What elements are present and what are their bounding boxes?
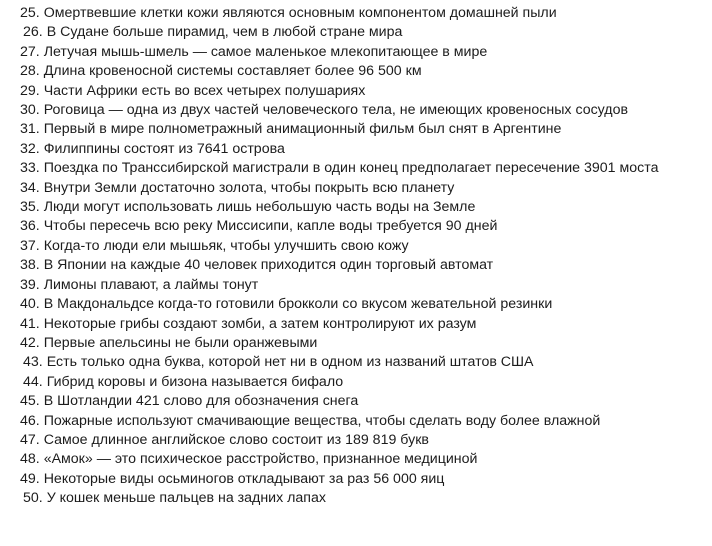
fact-number: 40. — [20, 296, 40, 313]
fact-number: 38. — [20, 257, 40, 274]
fact-item — [20, 373, 700, 392]
fact-item — [20, 276, 700, 295]
fact-item — [20, 450, 700, 469]
fact-number: 39. — [20, 276, 40, 293]
fact-item — [20, 489, 700, 508]
fact-number: 37. — [20, 237, 40, 254]
fact-number: 46. — [20, 412, 40, 429]
fact-item — [20, 62, 700, 81]
fact-text: Гибрид коровы и бизона называется бифало — [46, 373, 344, 390]
fact-item — [20, 140, 700, 159]
fact-text: В Японии на каждые 40 человек приходится один торговый автомат — [43, 257, 494, 274]
fact-number: 32. — [20, 140, 40, 157]
fact-item — [20, 4, 700, 23]
fact-item — [20, 82, 700, 101]
fact-text: Омертвевшие клетки кожи являются основным компонентом домашней пыли — [43, 5, 557, 21]
fact-text: Длина кровеносной системы составляет более 96 500 км — [43, 63, 422, 80]
fact-number: 41. — [20, 315, 40, 332]
fact-item — [20, 217, 700, 236]
fact-item — [20, 101, 700, 120]
fact-item — [20, 237, 700, 256]
fact-number: 47. — [20, 431, 40, 448]
fact-text: Первые апельсины не были оранжевыми — [43, 334, 318, 351]
fact-text: Некоторые виды осьминогов откладывают за раз 56 000 яиц — [43, 470, 445, 487]
fact-number: 30. — [20, 102, 40, 119]
fact-text: Лимоны плавают, а лаймы тонут — [43, 276, 259, 293]
fact-text: Чтобы пересечь всю реку Миссисипи, капле воды требуется 90 дней — [43, 218, 498, 235]
facts-list — [20, 4, 700, 509]
fact-text: Когда-то люди ели мышьяк, чтобы улучшить свою кожу — [43, 237, 409, 254]
fact-text: В Шотландии 421 слово для обозначения снега — [43, 393, 359, 410]
fact-item — [20, 353, 700, 372]
fact-number: 50. — [23, 490, 43, 507]
fact-text: Филиппины состоят из 7641 острова — [43, 140, 285, 157]
fact-item — [20, 120, 700, 139]
fact-item — [20, 256, 700, 275]
fact-number: 44. — [23, 373, 43, 390]
fact-number: 28. — [20, 63, 40, 80]
fact-number: 43. — [23, 354, 43, 371]
fact-item — [20, 470, 700, 489]
fact-text: «Амок» — это психическое расстройство, признанное медициной — [43, 451, 478, 468]
fact-number: 31. — [20, 121, 40, 138]
fact-text: В Макдональдсе когда-то готовили брокколи со вкусом жевательной резинки — [43, 296, 553, 313]
fact-text: Самое длинное английское слово состоит из 189 819 букв — [43, 431, 429, 448]
fact-item — [20, 334, 700, 353]
fact-item — [20, 43, 700, 62]
fact-number: 49. — [20, 470, 40, 487]
fact-text: У кошек меньше пальцев на задних лапах — [46, 490, 326, 507]
fact-text: Поездка по Транссибирской магистрали в один конец предполагает пересечение 3901 моста — [43, 160, 659, 177]
fact-text: Люди могут использовать лишь небольшую часть воды на Земле — [43, 199, 476, 216]
fact-number: 27. — [20, 43, 40, 60]
fact-text: Летучая мышь-шмель — самое маленькое млекопитающее в мире — [43, 43, 488, 60]
fact-text: Внутри Земли достаточно золота, чтобы покрыть всю планету — [43, 179, 455, 196]
fact-item — [20, 431, 700, 450]
fact-text: Есть только одна буква, которой нет ни в одном из названий штатов США — [46, 354, 534, 371]
fact-number: 35. — [20, 199, 40, 216]
fact-item — [20, 392, 700, 411]
fact-number: 48. — [20, 451, 40, 468]
fact-number: 45. — [20, 393, 40, 410]
fact-item — [20, 412, 700, 431]
fact-text: Роговица — одна из двух частей человеческого тела, не имеющих кровеносных сосудов — [43, 102, 629, 119]
fact-number: 29. — [20, 82, 40, 99]
fact-item — [20, 23, 700, 42]
fact-text: Некоторые грибы создают зомби, а затем контролируют их разум — [43, 315, 477, 332]
fact-text: Пожарные используют смачивающие вещества, чтобы сделать воду более влажной — [43, 412, 601, 429]
fact-item — [20, 159, 700, 178]
fact-text: В Судане больше пирамид, чем в любой стране мира — [46, 24, 403, 41]
fact-text: Первый в мире полнометражный анимационный фильм был снят в Аргентине — [43, 121, 562, 138]
fact-number: 42. — [20, 334, 40, 351]
fact-number: 36. — [20, 218, 40, 235]
fact-number: 25. — [20, 5, 40, 21]
fact-item — [20, 295, 700, 314]
fact-number: 26. — [23, 24, 43, 41]
fact-text: Части Африки есть во всех четырех полушариях — [43, 82, 366, 99]
fact-item — [20, 198, 700, 217]
fact-number: 33. — [20, 160, 40, 177]
fact-item — [20, 179, 700, 198]
fact-number: 34. — [20, 179, 40, 196]
fact-item — [20, 315, 700, 334]
